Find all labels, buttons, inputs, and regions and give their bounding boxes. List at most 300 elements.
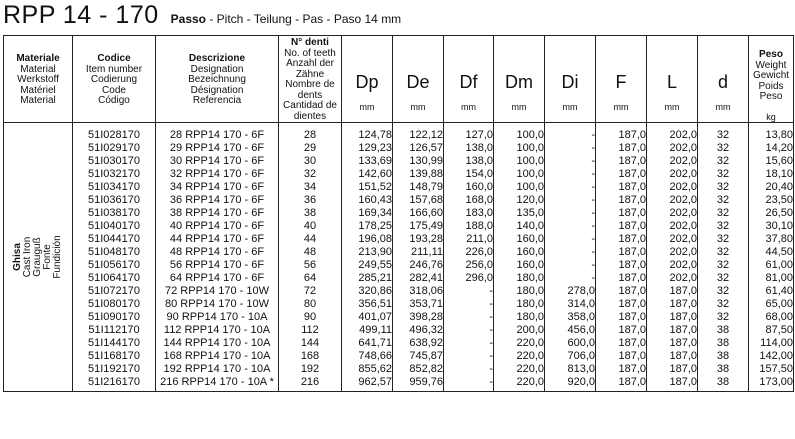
cell-peso: 15,60	[749, 155, 794, 168]
cell-codice: 51I030170	[73, 155, 156, 168]
cell-d: 38	[698, 376, 749, 392]
header-materiale-bold-label: Materiale	[16, 53, 60, 64]
cell-codice: 51I056170	[73, 259, 156, 272]
cell-dm: 180,0	[494, 285, 545, 298]
cell-codice: 51I080170	[73, 298, 156, 311]
cell-dp: 641,71	[342, 337, 393, 350]
header-d	[698, 36, 749, 123]
cell-l: 202,0	[647, 220, 698, 233]
cell-l: 187,0	[647, 363, 698, 376]
cell-df: -	[444, 298, 494, 311]
header-n-denti-line: dientes	[293, 110, 327, 122]
header-materiale-line: Matériel	[20, 84, 56, 96]
cell-df: -	[444, 324, 494, 337]
cell-f: 187,0	[596, 155, 647, 168]
cell-d: 32	[698, 259, 749, 272]
table-row	[4, 298, 794, 311]
table-row	[4, 168, 794, 181]
cell-d: 32	[698, 246, 749, 259]
cell-dm: 100,0	[494, 142, 545, 155]
cell-dp: 133,69	[342, 155, 393, 168]
header-codice-line: Item number	[85, 63, 143, 75]
cell-codice: 51I112170	[73, 324, 156, 337]
cell-codice: 51I192170	[73, 363, 156, 376]
cell-peso: 14,20	[749, 142, 794, 155]
cell-denti: 112	[279, 324, 342, 337]
cell-di: 920,0	[545, 376, 596, 392]
cell-l: 202,0	[647, 155, 698, 168]
cell-denti: 168	[279, 350, 342, 363]
cell-codice: 51I036170	[73, 194, 156, 207]
header-di-unit: mm	[562, 102, 578, 112]
header-df-symbol: Df	[459, 72, 478, 92]
header-codice-text	[73, 36, 155, 107]
header-de-unit: mm	[410, 102, 426, 112]
cell-l: 202,0	[647, 207, 698, 220]
header-n-denti-line: Cantidad de	[283, 100, 337, 111]
cell-dm: 100,0	[494, 181, 545, 194]
cell-dm: 180,0	[494, 298, 545, 311]
cell-df: 188,0	[444, 220, 494, 233]
cell-denti: 64	[279, 272, 342, 285]
table-row	[4, 376, 794, 392]
cell-df: -	[444, 285, 494, 298]
header-materiale-text	[4, 36, 72, 107]
table-row	[4, 123, 794, 143]
header-f-symbol: F	[615, 72, 627, 92]
header-descrizione-text	[156, 36, 278, 107]
cell-f: 187,0	[596, 376, 647, 392]
cell-dp: 213,90	[342, 246, 393, 259]
table-row	[4, 155, 794, 168]
cell-l: 187,0	[647, 376, 698, 392]
cell-codice: 51I032170	[73, 168, 156, 181]
cell-f: 187,0	[596, 207, 647, 220]
cell-di: -	[545, 207, 596, 220]
header-de-symbol: De	[406, 72, 430, 92]
cell-descrizione: 34 RPP14 170 - 6F	[156, 181, 279, 194]
cell-df: -	[444, 311, 494, 324]
cell-df: 127,0	[444, 123, 494, 143]
cell-de: 282,41	[393, 272, 444, 285]
cell-descrizione: 64 RPP14 170 - 6F	[156, 272, 279, 285]
cell-peso: 65,00	[749, 298, 794, 311]
cell-di: 358,0	[545, 311, 596, 324]
cell-peso: 44,50	[749, 246, 794, 259]
cell-dp: 499,11	[342, 324, 393, 337]
cell-df: 183,0	[444, 207, 494, 220]
cell-descrizione: 112 RPP14 170 - 10A	[156, 324, 279, 337]
material-line: Cast Iron	[22, 236, 33, 278]
subtitle-bold: Passo	[170, 12, 206, 26]
cell-di: -	[545, 142, 596, 155]
cell-di: -	[545, 220, 596, 233]
cell-f: 187,0	[596, 337, 647, 350]
cell-f: 187,0	[596, 123, 647, 143]
cell-peso: 23,50	[749, 194, 794, 207]
table-row	[4, 337, 794, 350]
cell-di: 706,0	[545, 350, 596, 363]
cell-codice: 51I064170	[73, 272, 156, 285]
cell-de: 318,06	[393, 285, 444, 298]
cell-d: 32	[698, 142, 749, 155]
cell-di: -	[545, 233, 596, 246]
cell-peso: 157,50	[749, 363, 794, 376]
cell-descrizione: 38 RPP14 170 - 6F	[156, 207, 279, 220]
cell-codice: 51I040170	[73, 220, 156, 233]
cell-l: 202,0	[647, 194, 698, 207]
cell-l: 202,0	[647, 168, 698, 181]
cell-dm: 160,0	[494, 259, 545, 272]
cell-f: 187,0	[596, 311, 647, 324]
cell-de: 139,88	[393, 168, 444, 181]
cell-denti: 56	[279, 259, 342, 272]
cell-df: -	[444, 350, 494, 363]
cell-dp: 142,60	[342, 168, 393, 181]
header-n-denti-bold-label: N° denti	[291, 37, 329, 48]
header-f-unit: mm	[613, 102, 629, 112]
cell-f: 187,0	[596, 363, 647, 376]
cell-peso: 173,00	[749, 376, 794, 392]
header-peso-bold-label: Peso	[759, 49, 783, 60]
header-peso-unit: kg	[766, 111, 776, 122]
cell-de: 130,99	[393, 155, 444, 168]
cell-codice: 51I044170	[73, 233, 156, 246]
cell-df: 154,0	[444, 168, 494, 181]
cell-peso: 142,00	[749, 350, 794, 363]
cell-codice: 51I048170	[73, 246, 156, 259]
cell-denti: 38	[279, 207, 342, 220]
table-row	[4, 207, 794, 220]
cell-f: 187,0	[596, 350, 647, 363]
header-codice-line: Codierung	[90, 74, 138, 85]
cell-df: -	[444, 376, 494, 392]
header-d-symbol: d	[717, 72, 728, 92]
header-dm-unit: mm	[511, 102, 527, 112]
cell-dm: 160,0	[494, 246, 545, 259]
material-cell	[4, 123, 73, 392]
cell-di: -	[545, 272, 596, 285]
cell-dp: 169,34	[342, 207, 393, 220]
cell-di: -	[545, 155, 596, 168]
cell-codice: 51I029170	[73, 142, 156, 155]
header-peso-line: Poids	[758, 80, 784, 92]
cell-d: 32	[698, 285, 749, 298]
cell-de: 959,76	[393, 376, 444, 392]
header-n-denti-line: Nombre de	[285, 79, 335, 90]
material-label	[13, 235, 63, 278]
cell-denti: 90	[279, 311, 342, 324]
cell-d: 32	[698, 207, 749, 220]
header-df-unit: mm	[461, 102, 476, 112]
table-row	[4, 142, 794, 155]
table-row	[4, 181, 794, 194]
page-title: RPP 14 - 170	[3, 1, 159, 29]
cell-descrizione: 72 RPP14 170 - 10W	[156, 285, 279, 298]
cell-f: 187,0	[596, 259, 647, 272]
cell-di: 278,0	[545, 285, 596, 298]
table-row	[4, 259, 794, 272]
cell-de: 246,76	[393, 259, 444, 272]
material-bold-label: Ghisa	[12, 243, 23, 271]
cell-f: 187,0	[596, 220, 647, 233]
table-row	[4, 220, 794, 233]
cell-df: 138,0	[444, 142, 494, 155]
cell-l: 202,0	[647, 246, 698, 259]
header-peso-text	[749, 36, 793, 103]
header-n-denti-line: Zähne	[295, 68, 325, 80]
cell-peso: 20,40	[749, 181, 794, 194]
cell-codice: 51I028170	[73, 123, 156, 143]
cell-d: 32	[698, 168, 749, 181]
cell-peso: 114,00	[749, 337, 794, 350]
cell-dm: 135,0	[494, 207, 545, 220]
cell-di: 314,0	[545, 298, 596, 311]
cell-d: 38	[698, 363, 749, 376]
cell-de: 211,11	[393, 246, 444, 259]
cell-codice: 51I034170	[73, 181, 156, 194]
header-dp-symbol: Dp	[355, 72, 379, 92]
cell-denti: 36	[279, 194, 342, 207]
cell-denti: 28	[279, 123, 342, 143]
header-n-denti	[279, 36, 342, 123]
cell-de: 353,71	[393, 298, 444, 311]
spec-table	[3, 35, 794, 392]
header-de	[393, 36, 444, 123]
cell-df: 226,0	[444, 246, 494, 259]
cell-descrizione: 44 RPP14 170 - 6F	[156, 233, 279, 246]
cell-descrizione: 216 RPP14 170 - 10A *	[156, 376, 279, 392]
cell-descrizione: 56 RPP14 170 - 6F	[156, 259, 279, 272]
cell-codice: 51I072170	[73, 285, 156, 298]
cell-d: 38	[698, 350, 749, 363]
cell-l: 187,0	[647, 350, 698, 363]
cell-df: 168,0	[444, 194, 494, 207]
cell-descrizione: 192 RPP14 170 - 10A	[156, 363, 279, 376]
cell-denti: 32	[279, 168, 342, 181]
cell-descrizione: 168 RPP14 170 - 10A	[156, 350, 279, 363]
header-codice	[73, 36, 156, 123]
header-di-symbol: Di	[561, 72, 579, 92]
table-row	[4, 350, 794, 363]
header-dp	[342, 36, 393, 123]
cell-denti: 34	[279, 181, 342, 194]
cell-de: 745,87	[393, 350, 444, 363]
cell-di: 600,0	[545, 337, 596, 350]
cell-codice: 51I168170	[73, 350, 156, 363]
cell-codice: 51I216170	[73, 376, 156, 392]
cell-codice: 51I090170	[73, 311, 156, 324]
cell-dp: 196,08	[342, 233, 393, 246]
cell-denti: 72	[279, 285, 342, 298]
header-descrizione-bold-label: Descrizione	[188, 53, 246, 64]
cell-denti: 192	[279, 363, 342, 376]
cell-dm: 220,0	[494, 363, 545, 376]
header-d-unit: mm	[715, 102, 731, 112]
header-l	[647, 36, 698, 123]
header-n-denti-text	[279, 36, 341, 122]
cell-d: 32	[698, 194, 749, 207]
cell-denti: 80	[279, 298, 342, 311]
material-line: Grauguß	[32, 237, 43, 277]
header-peso-line: Gewicht	[752, 70, 790, 81]
cell-dp: 356,51	[342, 298, 393, 311]
header-n-denti-line: dents	[297, 89, 323, 101]
cell-codice: 51I038170	[73, 207, 156, 220]
cell-d: 38	[698, 337, 749, 350]
header-materiale-line: Werkstoff	[17, 74, 59, 85]
cell-df: -	[444, 363, 494, 376]
cell-de: 852,82	[393, 363, 444, 376]
cell-l: 202,0	[647, 142, 698, 155]
header-f	[596, 36, 647, 123]
page-subtitle	[171, 12, 402, 26]
cell-f: 187,0	[596, 168, 647, 181]
cell-peso: 81,00	[749, 272, 794, 285]
cell-dp: 151,52	[342, 181, 393, 194]
cell-dp: 962,57	[342, 376, 393, 392]
cell-dm: 220,0	[494, 376, 545, 392]
cell-descrizione: 90 RPP14 170 - 10A	[156, 311, 279, 324]
cell-dm: 220,0	[494, 337, 545, 350]
cell-d: 38	[698, 324, 749, 337]
cell-l: 187,0	[647, 311, 698, 324]
header-row	[4, 36, 794, 123]
cell-di: -	[545, 246, 596, 259]
cell-di: -	[545, 259, 596, 272]
header-descrizione-line: Désignation	[190, 84, 244, 96]
cell-dp: 178,25	[342, 220, 393, 233]
cell-peso: 37,80	[749, 233, 794, 246]
subtitle-rest: - Pitch - Teilung - Pas - Paso 14 mm	[206, 12, 402, 26]
header-dm-symbol: Dm	[505, 72, 533, 92]
cell-l: 202,0	[647, 181, 698, 194]
cell-de: 126,57	[393, 142, 444, 155]
header-peso-line: Weight	[755, 59, 787, 71]
cell-dp: 285,21	[342, 272, 393, 285]
cell-de: 398,28	[393, 311, 444, 324]
cell-descrizione: 28 RPP14 170 - 6F	[156, 123, 279, 143]
table-row	[4, 194, 794, 207]
cell-dm: 140,0	[494, 220, 545, 233]
cell-dm: 180,0	[494, 311, 545, 324]
cell-peso: 18,10	[749, 168, 794, 181]
cell-denti: 216	[279, 376, 342, 392]
header-l-symbol: L	[666, 72, 677, 92]
cell-de: 157,68	[393, 194, 444, 207]
cell-de: 175,49	[393, 220, 444, 233]
cell-di: -	[545, 123, 596, 143]
cell-f: 187,0	[596, 194, 647, 207]
header-descrizione-line: Referencia	[192, 95, 242, 106]
cell-f: 187,0	[596, 298, 647, 311]
cell-df: 296,0	[444, 272, 494, 285]
material-line: Fonte	[42, 244, 53, 270]
cell-l: 202,0	[647, 233, 698, 246]
cell-di: -	[545, 181, 596, 194]
header-n-denti-line: Anzahl der	[286, 58, 334, 69]
cell-dm: 100,0	[494, 123, 545, 143]
cell-l: 187,0	[647, 324, 698, 337]
cell-f: 187,0	[596, 285, 647, 298]
cell-peso: 68,00	[749, 311, 794, 324]
cell-df: 211,0	[444, 233, 494, 246]
cell-descrizione: 30 RPP14 170 - 6F	[156, 155, 279, 168]
cell-dp: 160,43	[342, 194, 393, 207]
cell-dm: 100,0	[494, 155, 545, 168]
header-n-denti-line: No. of teeth	[284, 47, 336, 59]
cell-dm: 160,0	[494, 233, 545, 246]
cell-di: 813,0	[545, 363, 596, 376]
cell-peso: 26,50	[749, 207, 794, 220]
table-row	[4, 272, 794, 285]
cell-di: -	[545, 194, 596, 207]
cell-d: 32	[698, 311, 749, 324]
cell-peso: 30,10	[749, 220, 794, 233]
cell-peso: 61,40	[749, 285, 794, 298]
cell-df: 256,0	[444, 259, 494, 272]
title-row	[3, 1, 401, 31]
cell-codice: 51I144170	[73, 337, 156, 350]
table-row	[4, 285, 794, 298]
cell-dm: 200,0	[494, 324, 545, 337]
cell-peso: 61,00	[749, 259, 794, 272]
cell-d: 32	[698, 155, 749, 168]
cell-df: 138,0	[444, 155, 494, 168]
material-line: Fundición	[52, 235, 63, 279]
table-body	[4, 123, 794, 392]
cell-df: 160,0	[444, 181, 494, 194]
cell-di: -	[545, 168, 596, 181]
header-materiale-line: Material	[20, 95, 56, 106]
cell-descrizione: 40 RPP14 170 - 6F	[156, 220, 279, 233]
cell-l: 202,0	[647, 272, 698, 285]
cell-f: 187,0	[596, 246, 647, 259]
cell-di: 456,0	[545, 324, 596, 337]
header-l-unit: mm	[664, 102, 680, 112]
cell-dp: 855,62	[342, 363, 393, 376]
cell-dp: 129,23	[342, 142, 393, 155]
cell-de: 193,28	[393, 233, 444, 246]
header-codice-line: Código	[98, 95, 130, 106]
header-peso-line: Peso	[759, 91, 783, 102]
cell-dp: 401,07	[342, 311, 393, 324]
cell-dp: 124,78	[342, 123, 393, 143]
cell-peso: 87,50	[749, 324, 794, 337]
cell-denti: 144	[279, 337, 342, 350]
cell-peso: 13,80	[749, 123, 794, 143]
cell-f: 187,0	[596, 181, 647, 194]
cell-l: 202,0	[647, 259, 698, 272]
cell-denti: 48	[279, 246, 342, 259]
cell-dp: 249,55	[342, 259, 393, 272]
header-descrizione-line: Designation	[190, 63, 244, 75]
cell-dp: 748,66	[342, 350, 393, 363]
table-row	[4, 324, 794, 337]
cell-d: 32	[698, 272, 749, 285]
cell-f: 187,0	[596, 324, 647, 337]
cell-f: 187,0	[596, 233, 647, 246]
cell-d: 32	[698, 123, 749, 143]
header-materiale	[4, 36, 73, 123]
cell-f: 187,0	[596, 142, 647, 155]
cell-df: -	[444, 337, 494, 350]
cell-denti: 30	[279, 155, 342, 168]
cell-descrizione: 32 RPP14 170 - 6F	[156, 168, 279, 181]
cell-f: 187,0	[596, 272, 647, 285]
cell-l: 187,0	[647, 337, 698, 350]
cell-dm: 180,0	[494, 272, 545, 285]
